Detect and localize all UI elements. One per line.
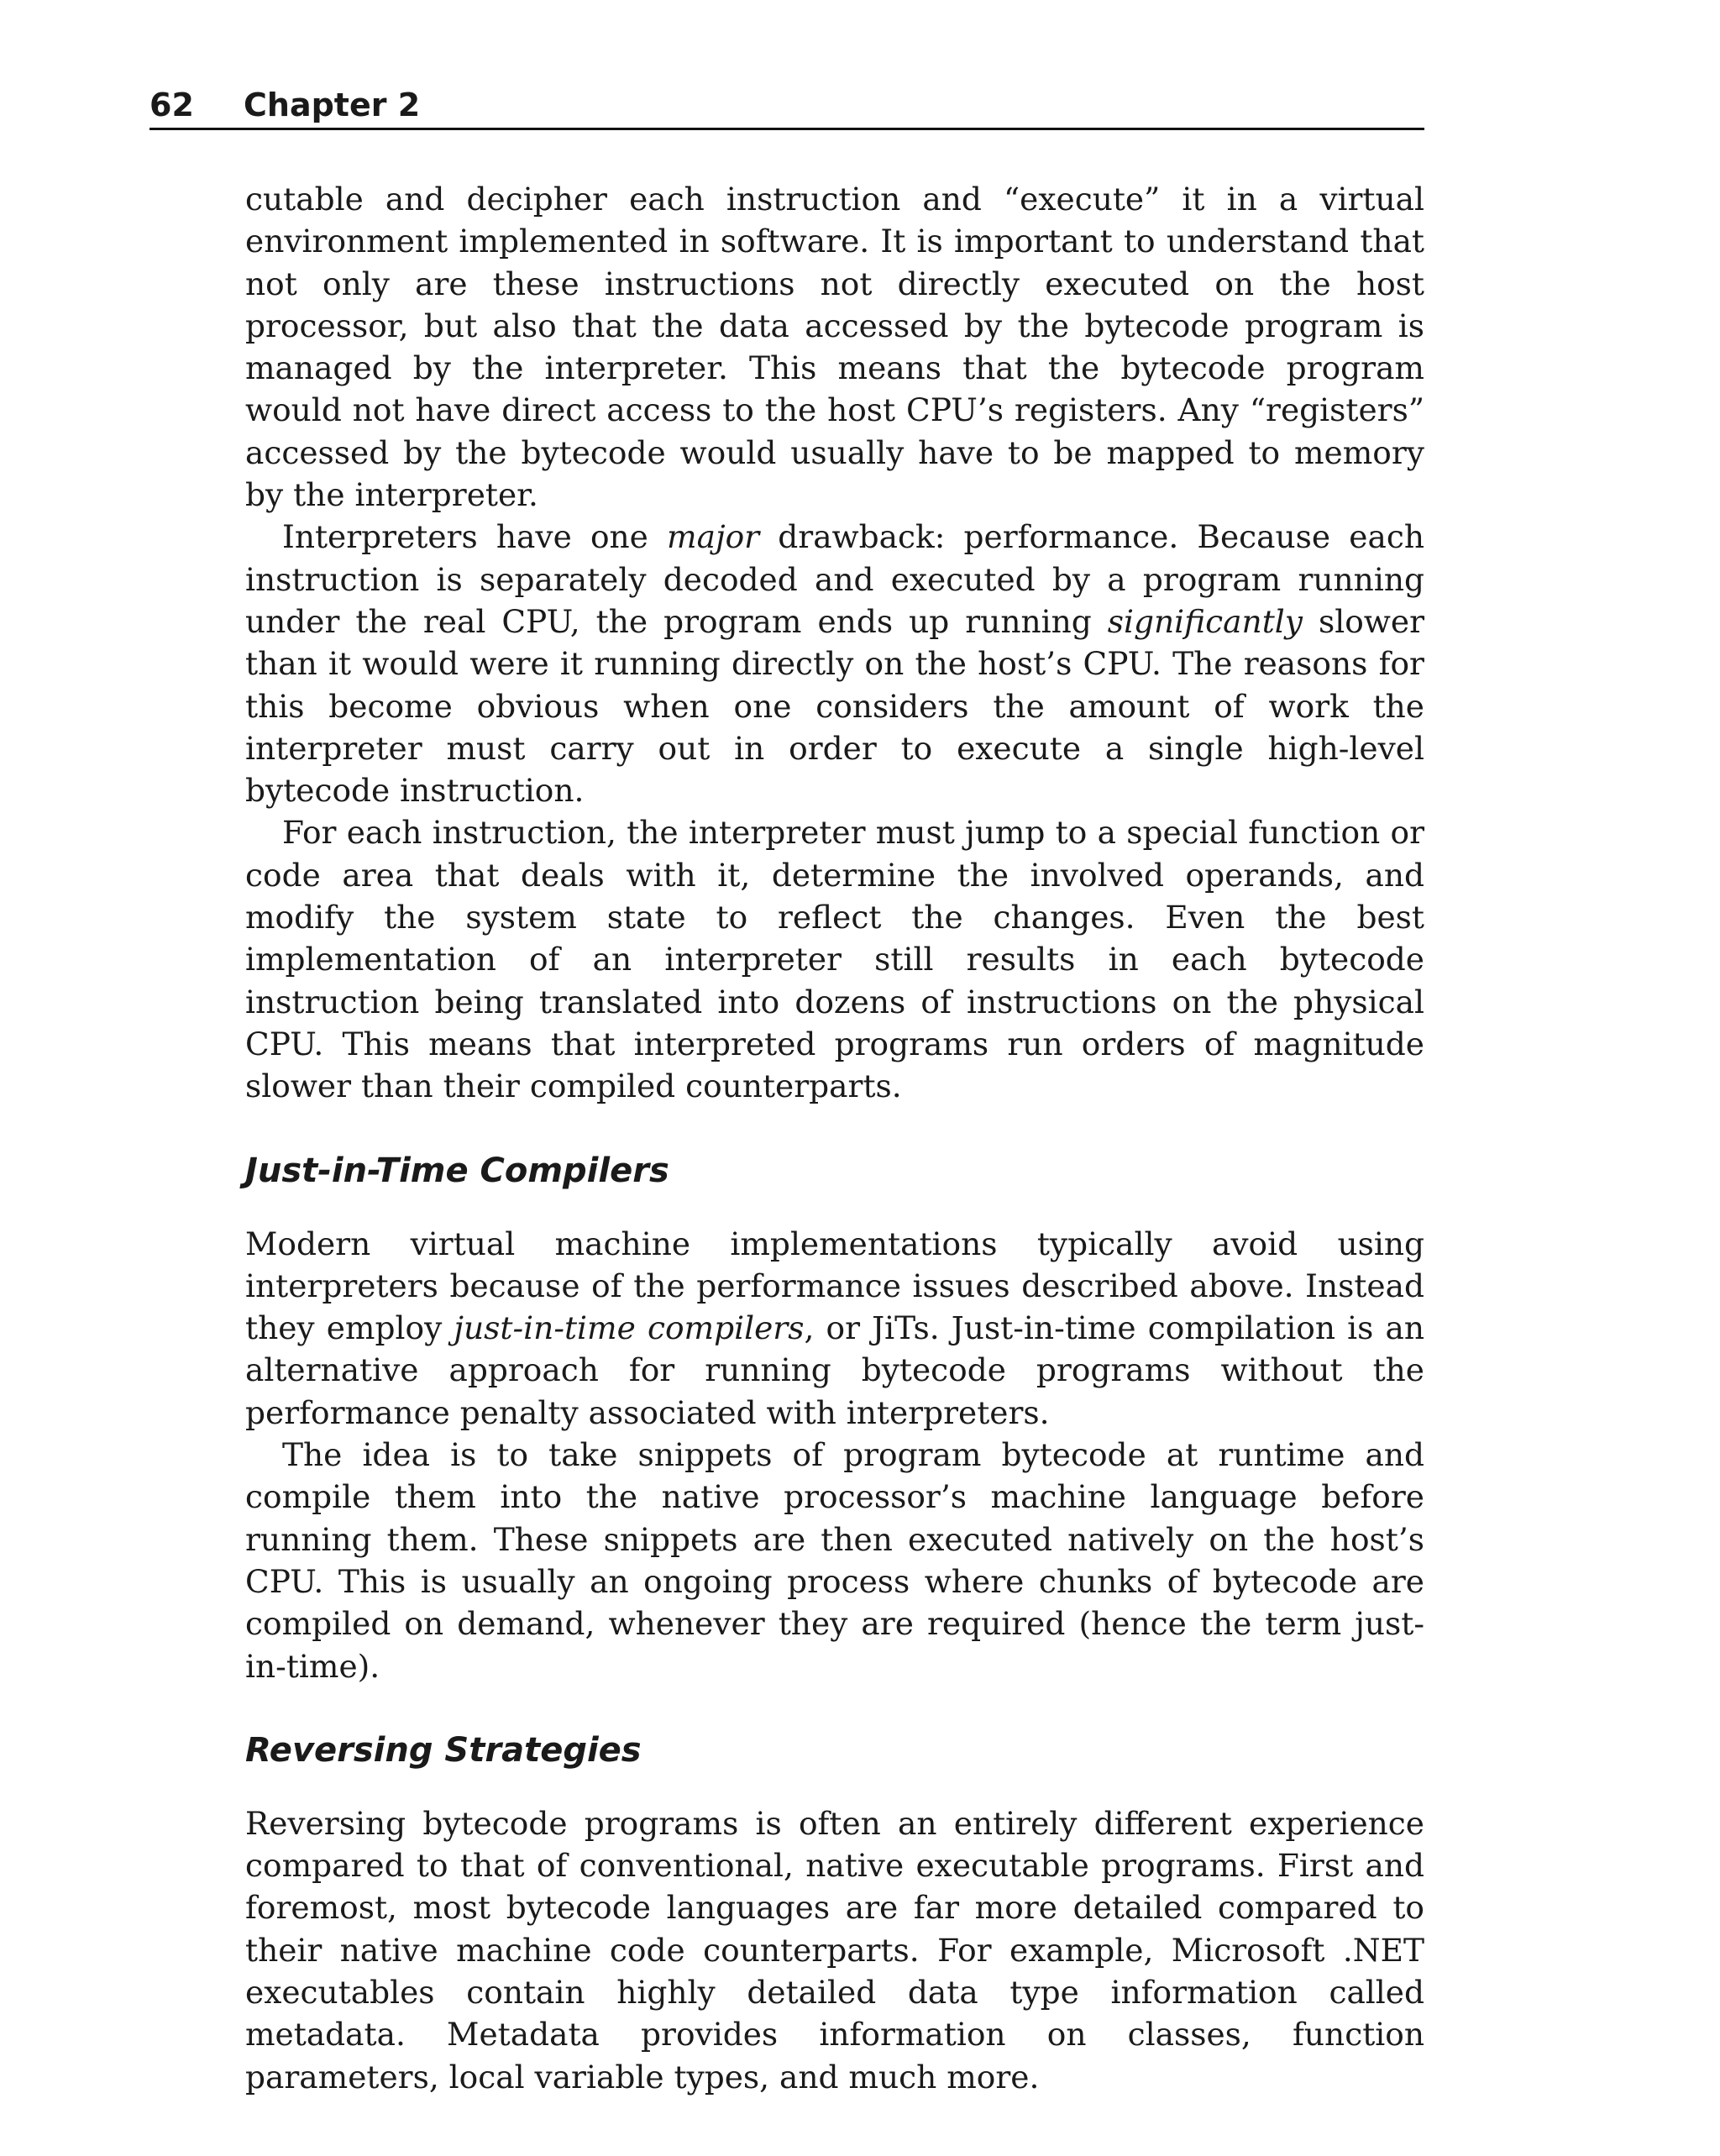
running-header bbox=[149, 82, 1424, 130]
text-run: , or JiTs. Just-in-time compilation is an alternative approach for running bytecode programs without the performance penalty associated with interpreters. bbox=[245, 1309, 1425, 1431]
intro-paragraph-2 bbox=[245, 516, 1424, 811]
intro-paragraph-1: cutable and decipher each instruction and “execute” it in a virtual environment implemented in software. It is important to understand that not only are these instructions not directly executed on the host processor, but also that the data accessed by the bytecode program is managed by the interpreter. This means that the bytecode program would not have direct access to the host CPU’s registers. Any “registers” accessed by the bytecode would usually have to be mapped to memory by the interpreter. bbox=[245, 181, 1424, 514]
jit-paragraph-2: The idea is to take snippets of program bytecode at runtime and compile them into the native processor’s machine language before running them. These snippets are then executed natively on the host’s CPU. This is usually an ongoing process where chunks of bytecode are compiled on demand, whenever they are required (hence the term just-in-time). bbox=[245, 1436, 1424, 1685]
chapter-label: Chapter 2 bbox=[244, 87, 421, 123]
section-heading-jit: Just-in-Time Compilers bbox=[245, 1151, 669, 1190]
text-run: drawback: performance. Because each instruction is separately decoded and executed by a program running under the real CPU, the program ends up running bbox=[245, 518, 1424, 640]
text-run: Modern virtual machine implementations typically avoid using interpreters because of the performance issues described above. Instead they employ bbox=[245, 1225, 1424, 1347]
emphasis-significantly: significantly bbox=[1107, 602, 1303, 640]
text-run: slower than it would were it running directly on the host’s CPU. The reasons for this become obvious when one considers the amount of work the interpreter must carry out in order to execute a single high-level bytecode instruction. bbox=[245, 602, 1424, 810]
jit-paragraph-1 bbox=[245, 1223, 1424, 1434]
emphasis-jit-compilers: just-in-time compilers bbox=[454, 1309, 805, 1347]
section-heading-reversing: Reversing Strategies bbox=[245, 1730, 642, 1770]
reversing-paragraph-1: Reversing bytecode programs is often an entirely different experience compared to that of conventional, native executable programs. First and foremost, most bytecode languages are far more detailed compared to their native machine code counterparts. For example, Microsoft .NET executables contain highly detailed data type information called metadata. Metadata provides information on classes, function parameters, local variable types, and much more. bbox=[245, 1804, 1424, 2096]
text-run: Interpreters have one bbox=[282, 518, 668, 556]
body-text bbox=[245, 178, 1424, 2098]
intro-paragraph-3: For each instruction, the interpreter must jump to a special function or code area that deals with it, determine the involved operands, and modify the system state to reflect the changes. Even the best implementation of an interpreter still results in each bytecode instruction being translated into dozens of instructions on the physical CPU. This means that interpreted programs run orders of magnitude slower than their compiled counterparts. bbox=[245, 814, 1424, 1105]
emphasis-major: major bbox=[667, 518, 760, 556]
page-number: 62 bbox=[149, 87, 194, 123]
